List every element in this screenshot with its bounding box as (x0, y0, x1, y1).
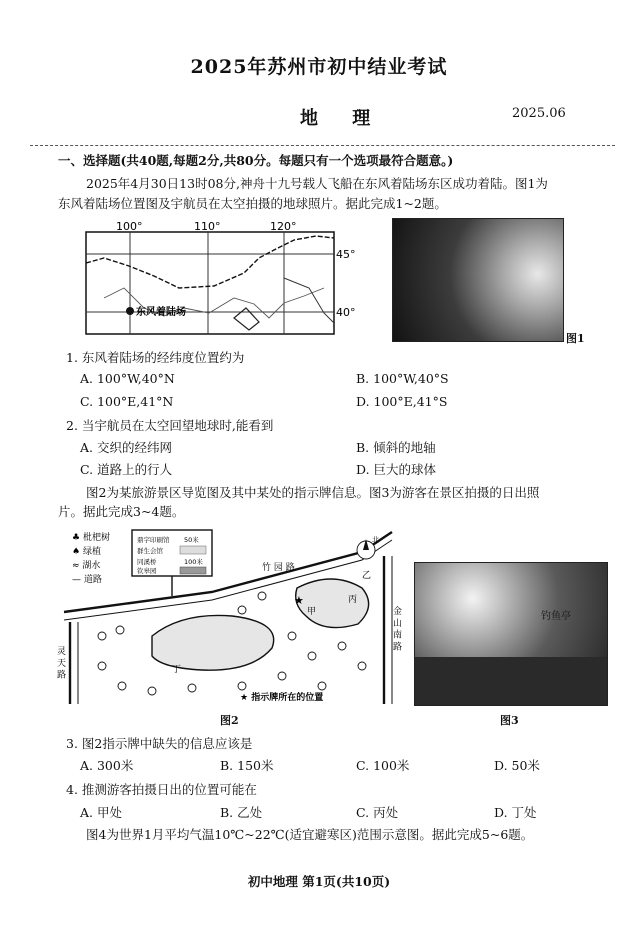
intro-text-line: 2025年4月30日13时08分,神舟十九号载人飞船在东风着陆场东区成功着陆。图1为 (86, 176, 548, 191)
q3-option-c[interactable]: C. 100米 (356, 758, 410, 773)
exam-date: 2025.06 (512, 106, 566, 121)
q3-option-a[interactable]: A. 300米 (80, 758, 134, 773)
lat-label-1: 40° (336, 306, 356, 319)
road-label-top: 竹 园 路 (262, 563, 295, 573)
svg-text:同溪桥: 同溪桥 (137, 558, 157, 566)
svg-text:北: 北 (372, 536, 379, 544)
legend-item-0: ♣ 枇杷树 (72, 533, 110, 543)
intro-text-line: 东风着陆场位置图及宇航员在太空拍摄的地球照片。据此完成1~2题。 (58, 196, 447, 211)
svg-text:群生会馆: 群生会馆 (137, 547, 163, 555)
intro-text-line: 图2为某旅游景区导览图及其中某处的指示牌信息。图3为游客在景区拍摄的日出照 (86, 485, 540, 500)
star-note: ★ 指示牌所在的位置 (240, 693, 324, 703)
figure2-map (55, 526, 412, 708)
earth-photo (392, 218, 564, 342)
lon-label-2: 120° (270, 220, 297, 233)
figure1-map (84, 218, 354, 338)
sign-location-star: ★ (294, 594, 304, 607)
q2-option-c[interactable]: C. 道路上的行人 (80, 462, 173, 477)
svg-text:甲: 甲 (307, 607, 317, 617)
q2-option-b[interactable]: B. 倾斜的地轴 (356, 440, 436, 455)
landing-site-label: 东风着陆场 (136, 307, 186, 318)
question-2-stem: 2. 当宇航员在太空回望地球时,能看到 (66, 418, 274, 433)
intro-text-line: 图4为世界1月平均气温10℃~22℃(适宜避寒区)范围示意图。据此完成5~6题。 (86, 827, 534, 842)
svg-text:钦皋园: 钦皋园 (137, 567, 157, 575)
svg-text:丙: 丙 (348, 595, 358, 605)
q4-option-b[interactable]: B. 乙处 (220, 805, 263, 820)
figure3-caption: 图3 (500, 714, 519, 727)
north-arrow-icon (357, 535, 379, 559)
lon-label-0: 100° (116, 220, 143, 233)
section-heading: 一、选择题(共40题,每题2分,共80分。每题只有一个选项最符合题意。) (58, 153, 454, 168)
question-3-stem: 3. 图2指示牌中缺失的信息应该是 (66, 736, 253, 751)
svg-text:100米: 100米 (184, 558, 203, 566)
q1-option-d[interactable]: D. 100°E,41°S (356, 394, 448, 409)
landing-site-marker (126, 307, 134, 315)
q1-option-c[interactable]: C. 100°E,41°N (80, 394, 174, 409)
legend-item-2: ≈ 湖水 (72, 561, 101, 571)
q4-option-a[interactable]: A. 甲处 (80, 805, 122, 820)
road-label-left: 灵 天 路 (55, 646, 65, 679)
q2-option-a[interactable]: A. 交织的经纬网 (80, 440, 172, 455)
q3-option-d[interactable]: D. 50米 (494, 758, 540, 773)
svg-text:乙: 乙 (362, 571, 372, 581)
legend-item-3: — 道路 (72, 575, 102, 585)
q1-option-a[interactable]: A. 100°W,40°N (80, 371, 175, 386)
page-footer: 初中地理 第1页(共10页) (247, 874, 391, 889)
header-divider (30, 145, 615, 146)
q4-option-c[interactable]: C. 丙处 (356, 805, 399, 820)
lon-label-1: 110° (194, 220, 221, 233)
road-label-right: 金 山 南 路 (391, 606, 401, 651)
photo-label-pavilion: 钓鱼亭 (541, 611, 571, 622)
sign-board (132, 530, 212, 596)
q4-option-d[interactable]: D. 丁处 (494, 805, 537, 820)
figure1-caption: 图1 (566, 332, 585, 345)
figure2-caption: 图2 (220, 714, 239, 727)
q1-option-b[interactable]: B. 100°W,40°S (356, 371, 449, 386)
svg-text:丁: 丁 (172, 665, 182, 675)
lat-label-0: 45° (336, 248, 356, 261)
svg-text:50米: 50米 (184, 536, 199, 544)
q3-option-b[interactable]: B. 150米 (220, 758, 274, 773)
exam-title: 2025年苏州市初中结业考试 (190, 56, 448, 78)
legend-item-1: ♠ 绿植 (72, 547, 101, 557)
q2-option-d[interactable]: D. 巨大的球体 (356, 462, 437, 477)
question-4-stem: 4. 推测游客拍摄日出的位置可能在 (66, 782, 257, 797)
map-legend (72, 531, 110, 585)
subject-title: 地 理 (300, 108, 385, 129)
question-1-stem: 1. 东风着陆场的经纬度位置约为 (66, 350, 245, 365)
sunrise-photo (414, 562, 608, 706)
intro-text-line: 片。据此完成3~4题。 (58, 504, 185, 519)
svg-text:鼎字印刷馆: 鼎字印刷馆 (137, 536, 170, 544)
